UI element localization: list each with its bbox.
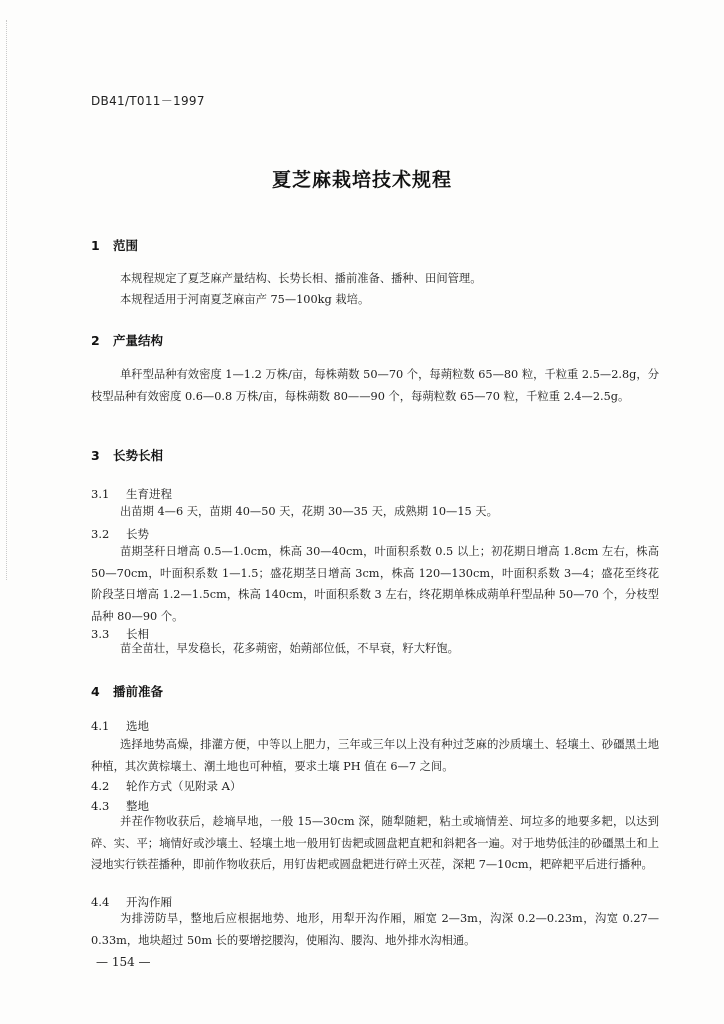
section-title: 范围 bbox=[113, 238, 139, 253]
subsection-number: 4.2 bbox=[91, 779, 110, 793]
subsection-number: 3.1 bbox=[91, 487, 110, 501]
subsection-title: 长相 bbox=[126, 627, 149, 641]
section-1-paragraph-2: 本规程适用于河南夏芝麻亩产 75—100kg 栽培。 bbox=[120, 293, 370, 306]
section-4-heading bbox=[91, 682, 163, 700]
subsection-3-1-text: 出苗期 4—6 天，苗期 40—50 天，花期 30—35 天，成熟期 10—15 天。 bbox=[120, 505, 498, 518]
section-1-heading bbox=[91, 236, 138, 254]
section-title: 播前准备 bbox=[113, 684, 164, 699]
subsection-title: 整地 bbox=[126, 799, 149, 813]
subsection-number: 3.3 bbox=[91, 627, 110, 641]
subsection-4-4-text: 为排涝防旱，整地后应根据地势、地形，用犁开沟作厢，厢宽 2—3m，沟深 0.2—0.23m，沟宽 0.27—0.33m，地块超过 50m 长的要增挖腰沟，使厢沟、腰沟、地外排水沟相通。 bbox=[91, 912, 659, 947]
section-number: 4 bbox=[91, 684, 100, 699]
document-title: 夏芝麻栽培技术规程 bbox=[271, 169, 452, 191]
section-2-heading bbox=[91, 331, 163, 349]
document-code: DB41/T011－1997 bbox=[91, 94, 205, 108]
section-title: 长势长相 bbox=[113, 448, 164, 463]
subsection-title: 长势 bbox=[126, 527, 149, 541]
subsection-3-2-heading bbox=[91, 526, 149, 542]
subsection-number: 3.2 bbox=[91, 527, 110, 541]
section-number: 3 bbox=[91, 448, 100, 463]
subsection-title: 选地 bbox=[126, 719, 149, 733]
subsection-title: 开沟作厢 bbox=[126, 895, 172, 909]
page-number: — 154 — bbox=[96, 955, 151, 969]
section-number: 2 bbox=[91, 333, 100, 348]
section-number: 1 bbox=[91, 238, 100, 253]
section-3-heading bbox=[91, 446, 163, 464]
subsection-3-2-text: 苗期茎秆日增高 0.5—1.0cm，株高 30—40cm，叶面积系数 0.5 以上；初花期日增高 1.8cm 左右，株高 50—70cm，叶面积系数 1—1.5；盛花期茎日增高 3cm，株高 120—130cm，叶面积系数 3—4；盛花至终花阶段茎日增高 1.2—1.5cm，株高 140cm，叶面积系数 3 左右，终花期单株成蒴单秆型品种 50—70 个，分枝型品种 80—90 个。 bbox=[91, 545, 659, 623]
subsection-title: 轮作方式（见附录 A） bbox=[126, 779, 242, 793]
subsection-3-1-heading bbox=[91, 486, 172, 502]
section-2-paragraph-1: 单秆型品种有效密度 1—1.2 万株/亩，每株蒴数 50—70 个，每蒴粒数 65—80 粒，千粒重 2.5—2.8g，分枝型品种有效密度 0.6—0.8 万株/亩，每株蒴数 80——90 个，每蒴粒数 65—70 粒，千粒重 2.4—2.5g。 bbox=[91, 368, 659, 403]
subsection-3-3-text: 苗全苗壮，早发稳长，花多蒴密，始蒴部位低，不早衰，籽大籽饱。 bbox=[120, 642, 459, 655]
subsection-4-1-heading bbox=[91, 718, 149, 734]
subsection-4-1-text: 选择地势高燥，排灌方便，中等以上肥力，三年或三年以上没有种过芝麻的沙质壤土、轻壤土、砂礓黑土地种植，其次黄棕壤土、潮土地也可种植，要求土壤 PH 值在 6—7 之间。 bbox=[91, 738, 659, 773]
subsection-number: 4.1 bbox=[91, 719, 110, 733]
subsection-number: 4.4 bbox=[91, 895, 110, 909]
subsection-number: 4.3 bbox=[91, 799, 110, 813]
subsection-4-2-heading bbox=[91, 778, 241, 794]
section-1-paragraph-1: 本规程规定了夏芝麻产量结构、长势长相、播前准备、播种、田间管理。 bbox=[120, 272, 482, 285]
scan-edge-marks bbox=[6, 20, 9, 580]
subsection-4-3-text: 并茬作物收获后，趁墒早地，一般 15—30cm 深，随犁随耙，粘土或墒情差、坷垃多的地要多耙，以达到碎、实、平；墒情好或沙壤土、轻壤土地一般用钉齿耙或圆盘耙直耙和斜耙各一遍。对于地势低洼的砂礓黑土和上浸地实行铁茬播种，即前作物收获后，用钉齿耙或圆盘耙进行碎土灭茬，深耙 7—10cm，耙碎耙平后进行播种。 bbox=[91, 815, 659, 871]
section-title: 产量结构 bbox=[113, 333, 164, 348]
subsection-title: 生育进程 bbox=[126, 487, 172, 501]
